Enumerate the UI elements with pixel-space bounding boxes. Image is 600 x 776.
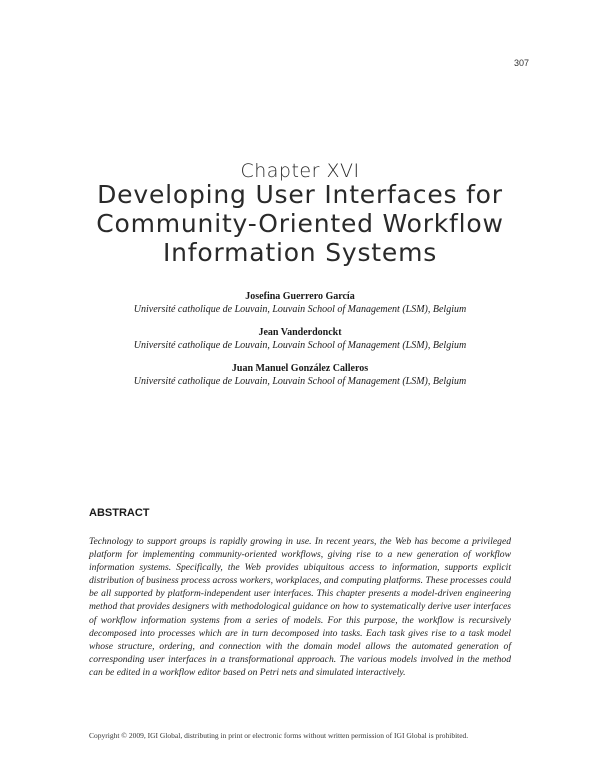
chapter-label: Chapter XVI [240,160,360,182]
author-affiliation: Université catholique de Louvain, Louvain School of Management (LSM), Belgium [133,340,467,351]
author-affiliation: Université catholique de Louvain, Louvain School of Management (LSM), Belgium [133,376,467,387]
author-name: Juan Manuel González Calleros [231,363,369,374]
author-block [0,290,600,316]
page-number: 307 [513,58,529,68]
author-name: Josefina Guerrero García [245,291,355,302]
author-block [0,362,600,388]
abstract-text: Technology to support groups is rapidly growing in use. In recent years, the Web has become a privileged platform for implementing community-oriented workflows, giving rise to a new generation of workflow information systems. Specifically, the Web provides ubiquitous access to information, supports explicit distribution of business process across workers, workplaces, and computing platforms. These processes could be all supported by platform-independent user interfaces. This chapter presents a model-driven engineering method that provides designers with methodological guidance on how to systematically derive user interfaces of workflow information systems from a series of models. For this purpose, the workflow is recursively decomposed into processes which are in turn decomposed into tasks. Each task gives rise to a task model whose structure, ordering, and connection with the domain model allows the automated generation of corresponding user interfaces in a transformational approach. The various models involved in the method can be edited in a workflow editor based on Petri nets and simulated interactively. [89,536,511,678]
author-block [0,326,600,352]
author-affiliation: Université catholique de Louvain, Louvain School of Management (LSM), Belgium [133,304,467,315]
abstract-heading: ABSTRACT [89,507,150,519]
author-list [0,290,600,398]
copyright-notice: Copyright © 2009, IGI Global, distributing in print or electronic forms without written permission of IGI Global is prohibited. [89,731,469,740]
author-name: Jean Vanderdonckt [258,327,342,338]
chapter-title: Developing User Interfaces for Community-Oriented Workflow Information Systems [96,180,504,267]
